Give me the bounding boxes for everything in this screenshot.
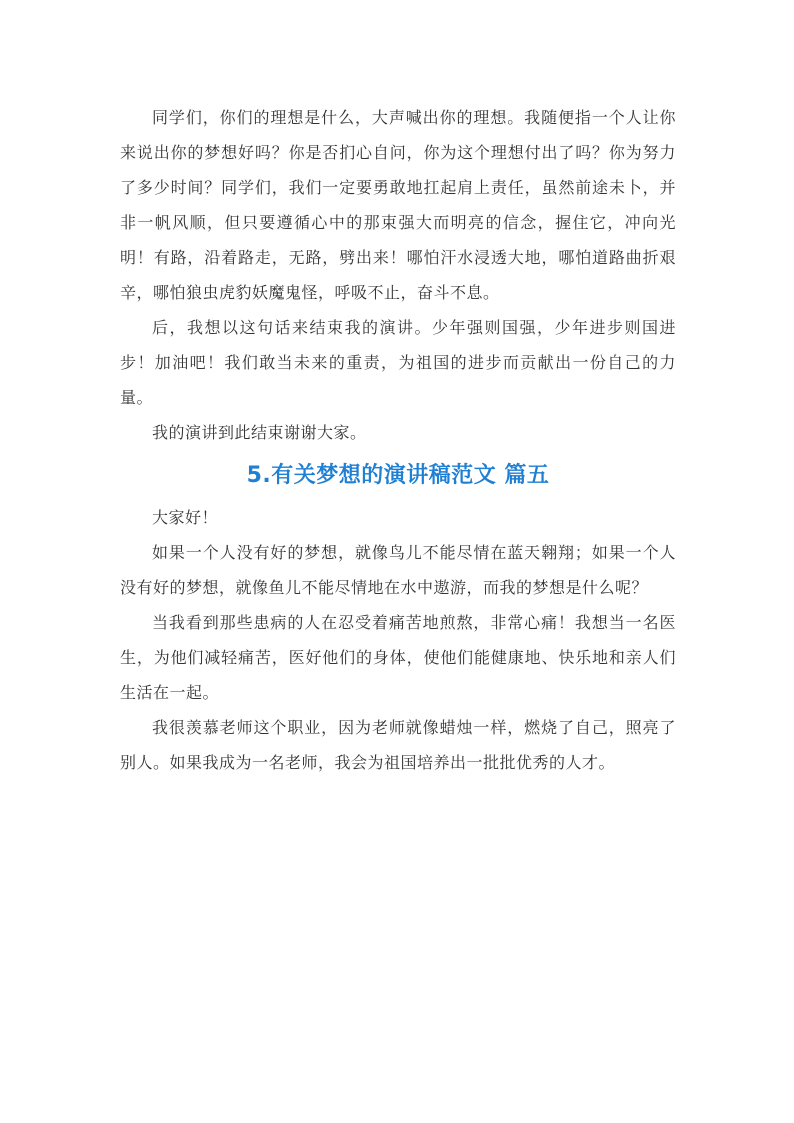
body-paragraph: 我的演讲到此结束谢谢大家。: [152, 423, 367, 442]
body-paragraph: 同学们，你们的理想是什么，大声喊出你的理想。我随便指一个人让你来说出你的梦想好吗？你是否扪心自问，你为这个理想付出了吗？你为努力了多少时间？同学们，我们一定要勇敢地扛起肩上责任，虽然前途未卜，并非一帆风顺，但只要遵循心中的那束强大而明亮的信念，握住它，冲向光明！有路，沿着路走，无路，劈出来！哪怕汗水浸透大地，哪怕道路曲折艰辛，哪怕狼虫虎豹妖魔鬼怪，呼吸不止，奋斗不息。: [120, 108, 676, 302]
body-paragraph: 如果一个人没有好的梦想，就像鸟儿不能尽情在蓝天翱翔；如果一个人没有好的梦想，就像鱼儿不能尽情地在水中遨游，而我的梦想是什么呢？: [120, 543, 676, 597]
body-paragraph: 当我看到那些患病的人在忍受着痛苦地煎熬，非常心痛！我想当一名医生，为他们减轻痛苦，医好他们的身体，使他们能健康地、快乐地和亲人们生活在一起。: [120, 613, 676, 702]
section-heading: 5.有关梦想的演讲稿范文 篇五: [246, 463, 550, 488]
greeting-paragraph: 大家好！: [152, 508, 219, 527]
body-paragraph: 我很羡慕老师这个职业，因为老师就像蜡烛一样，燃烧了自己，照亮了别人。如果我成为一名老师，我会为祖国培养出一批批优秀的人才。: [120, 718, 676, 772]
document-body: [120, 100, 676, 780]
body-paragraph: 后，我想以这句话来结束我的演讲。少年强则国强，少年进步则国进步！加油吧！我们敢当未来的重责，为祖国的进步而贡献出一份自己的力量。: [120, 318, 676, 407]
